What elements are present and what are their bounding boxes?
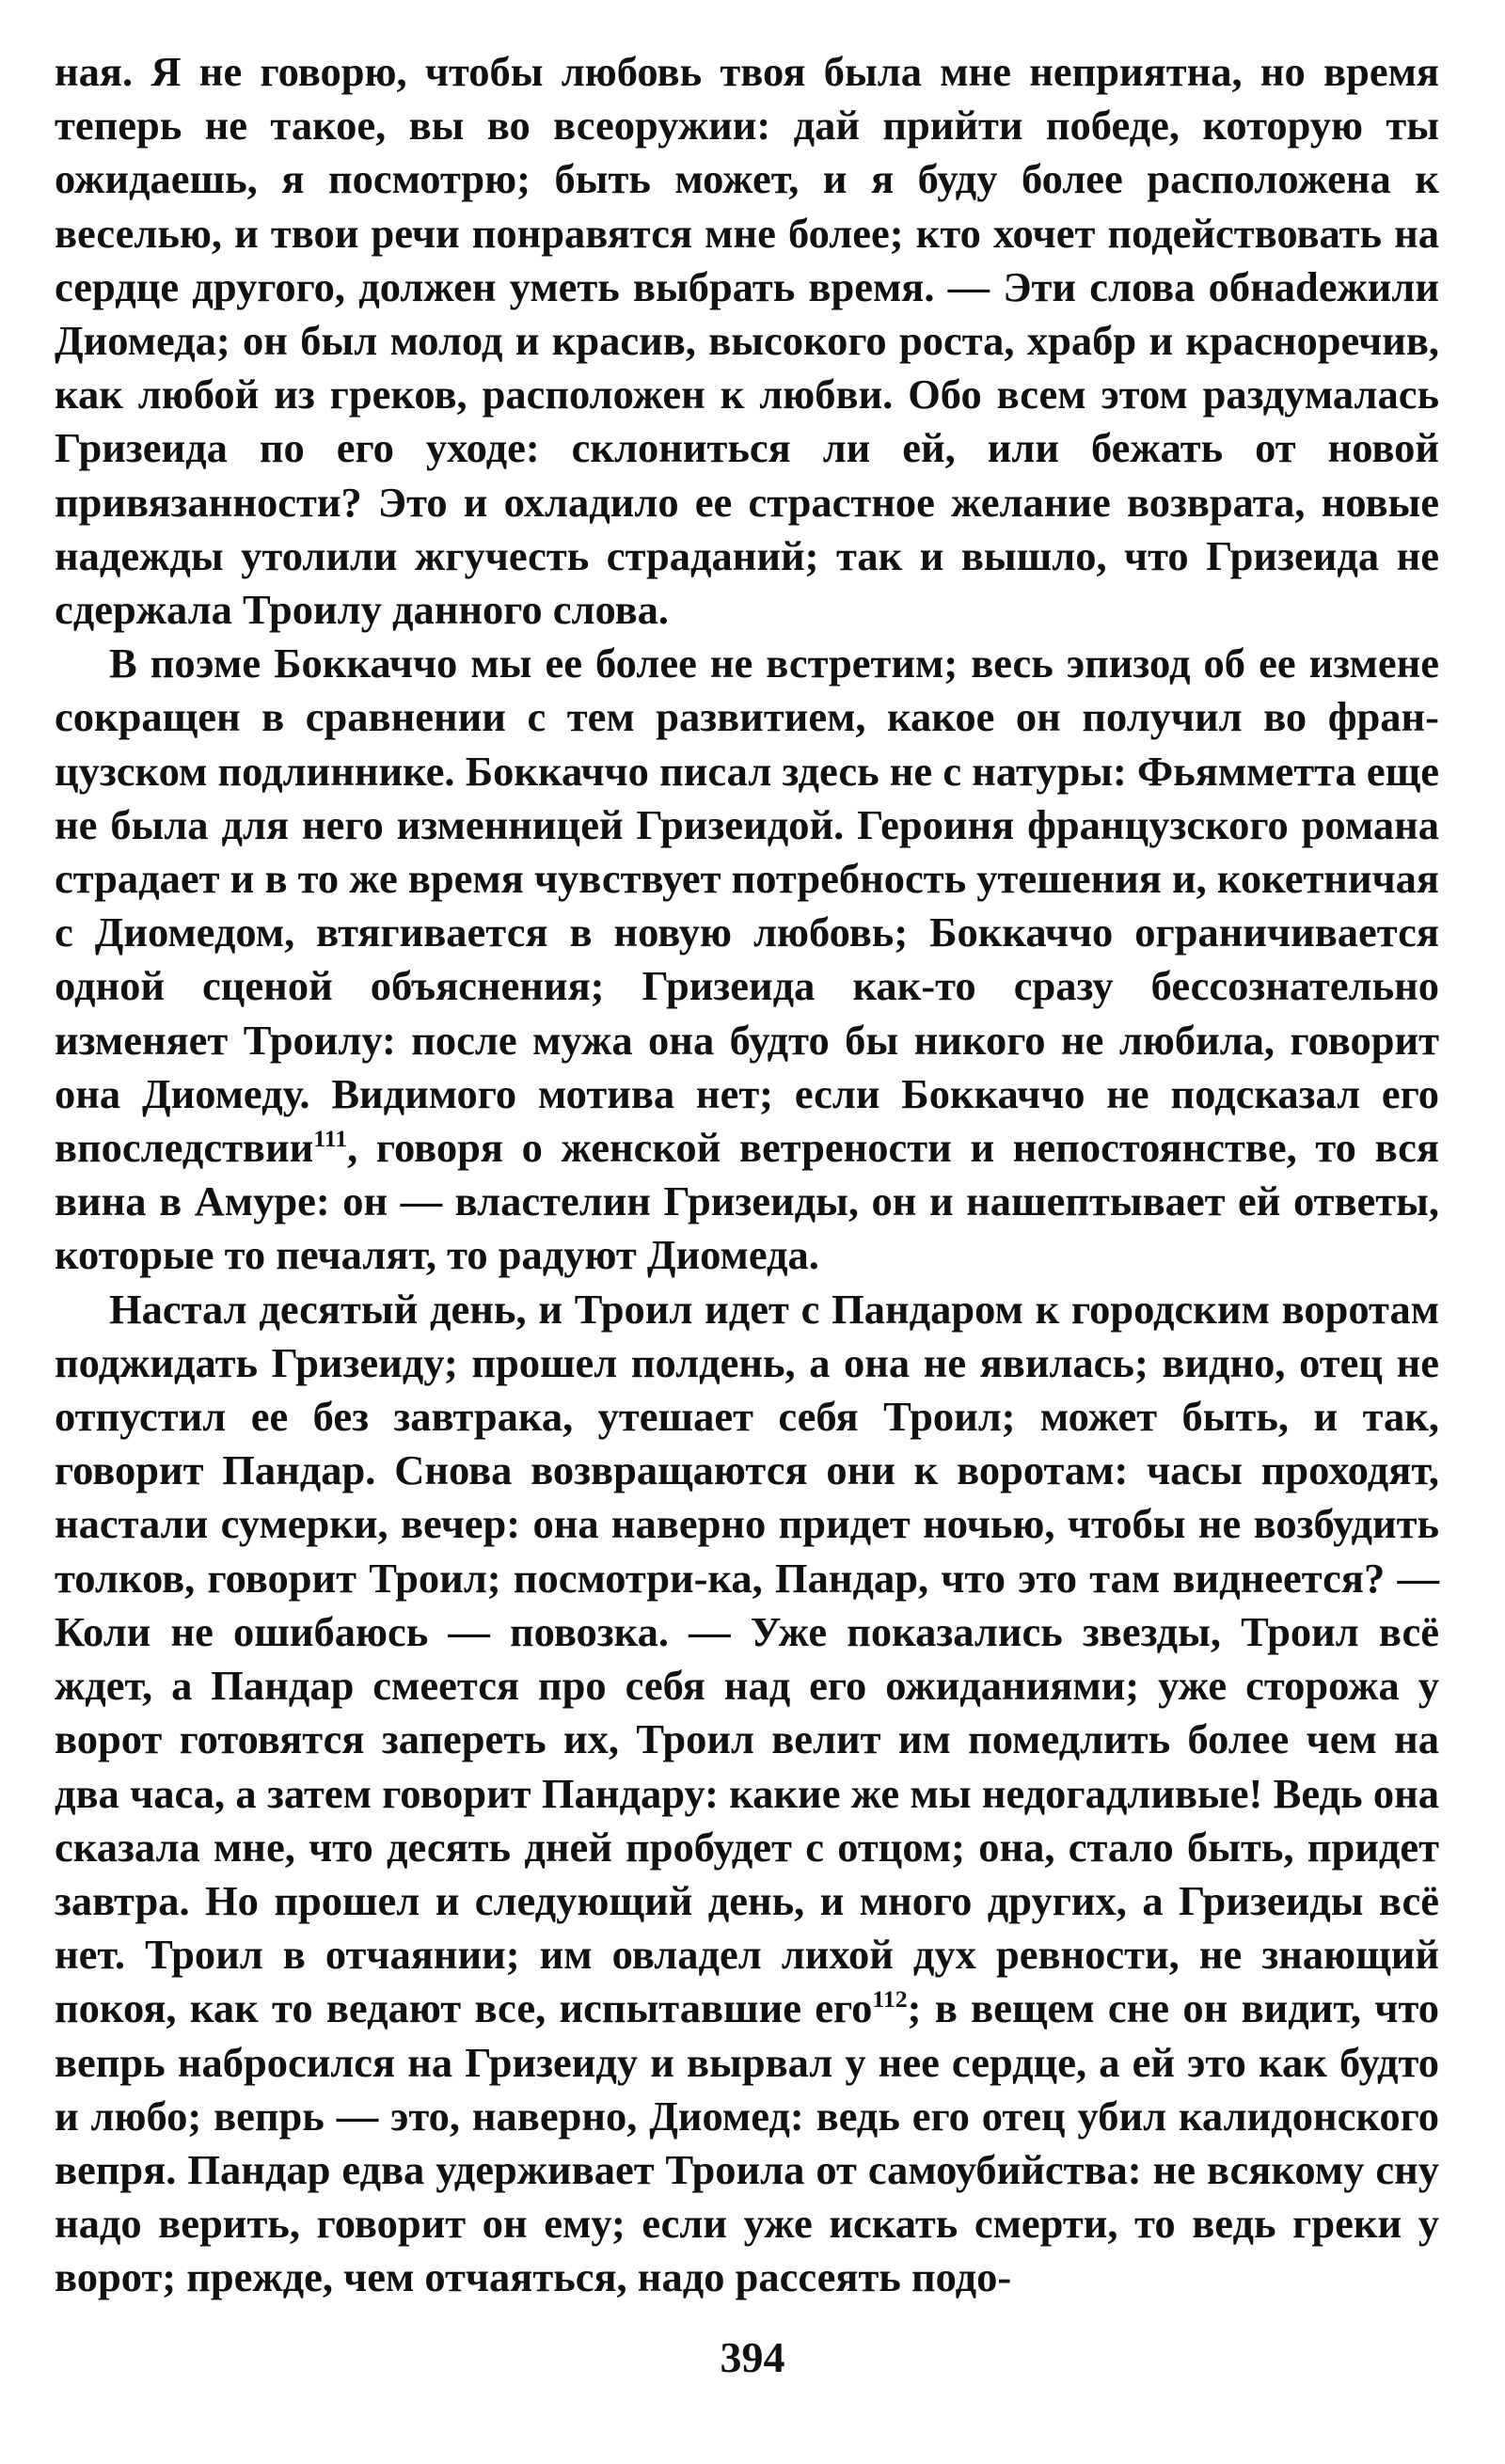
page-number: 394 [720, 2333, 785, 2381]
paragraph-1 [55, 45, 1439, 637]
footnote-ref-111: 111 [313, 1125, 348, 1153]
paragraph-3-text-a: Настал десятый день, и Троил идет с Пандаром к городским воротам поджидать Гризеиду; прошел полдень, а она не явилась; видно, отец не отпустил ее без завтрака, утешает себя Троил; может быть, и так, говорит Пандар. Снова возвращаются они к воротам: часы проходят, настали сумерки, вечер: она наверно придет ночью, чтобы не возбудить толков, говорит Троил; посмотри-ка, Пандар, что это там виднеется? — Коли не ошибаюсь — повозка. — Уже показались звезды, Троил всё ждет, а Пандар смеется про себя над его ожиданиями; уже сторожа у ворот готовятся запереть их, Троил велит им помедлить более чем на два часа, а затем говорит Пандару: какие же мы недогадливые! Ведь она сказала мне, что десять дней пробудет с отцом; она, стало быть, придет завтра. Но прошел и следующий день, и много других, а Гризеиды всё нет. Троил в отчаянии; им овладел лихой дух ревности, не знающий покоя, как то ведают все, испытавшие его [55, 1285, 1439, 2032]
paragraph-2 [55, 637, 1439, 1282]
paragraph-2-text-b: , говоря о женской ветрености и непостоянстве, то вся вина в Амуре: он — властелин Гризеиды, он и нашептывает ей ответы, которые то печалят, то радуют Диомеда. [55, 1124, 1439, 1279]
page-body [55, 45, 1439, 2305]
paragraph-3-text-b: ; в вещем сне он видит, что вепрь набросился на Гризеиду и вырвал у нее сердце, а ей это как будто и любо; вепрь — это, наверно, Диомед: ведь его отец убил калидонского вепря. Пандар едва удерживает Троила от самоубийства: не всякому сну надо верить, говорит он ему; если уже искать смерти, то ведь греки у ворот; прежде, чем отчаяться, надо рассеять подо- [55, 1984, 1440, 2301]
paragraph-3 [55, 1283, 1439, 2305]
paragraph-1-text: ная. Я не говорю, чтобы любовь твоя была мне неприятна, но время теперь не такое, вы во всеоружии: дай прийти победе, которую ты ожидаешь, я посмотрю; быть может, и я буду более расположена к веселью, и твои речи понравятся мне более; кто хочет подействовать на сердце другого, должен уметь выбрать время. — Эти слова обнаdежили Диомеда; он был молод и красив, высокого роста, храбр и красноречив, как любой из греков, расположен к любви. Обо всем этом раздумалась Гризеида по его уходе: склониться ли ей, или бежать от новой привязанности? Это и охладило ее страстное желание возврата, новые надежды утолили жгучесть страданий; так и вышло, что Гризеида не сдержала Троилу данного слова. [55, 48, 1439, 634]
paragraph-2-text-a: В поэме Боккаччо мы ее более не встретим; весь эпизод об ее измене сокращен в сравнении с тем развитием, какое он получил во французском подлиннике. Боккаччо писал здесь не с натуры: Фьямметта еще не была для него изменницей Гризеидой. Героиня французского романа страдает и в то же время чувствует потребность утешения и, кокетничая с Диомедом, втягивается в новую любовь; Боккаччо ограничивается одной сценой объяснения; Гризеида как-то сразу бессознательно изменяет Троилу: после мужа она будто бы никого не любила, говорит она Диомеду. Видимого мотива нет; если Боккаччо не подсказал его впоследствии [55, 640, 1439, 1172]
footnote-ref-112: 112 [872, 1985, 908, 2014]
